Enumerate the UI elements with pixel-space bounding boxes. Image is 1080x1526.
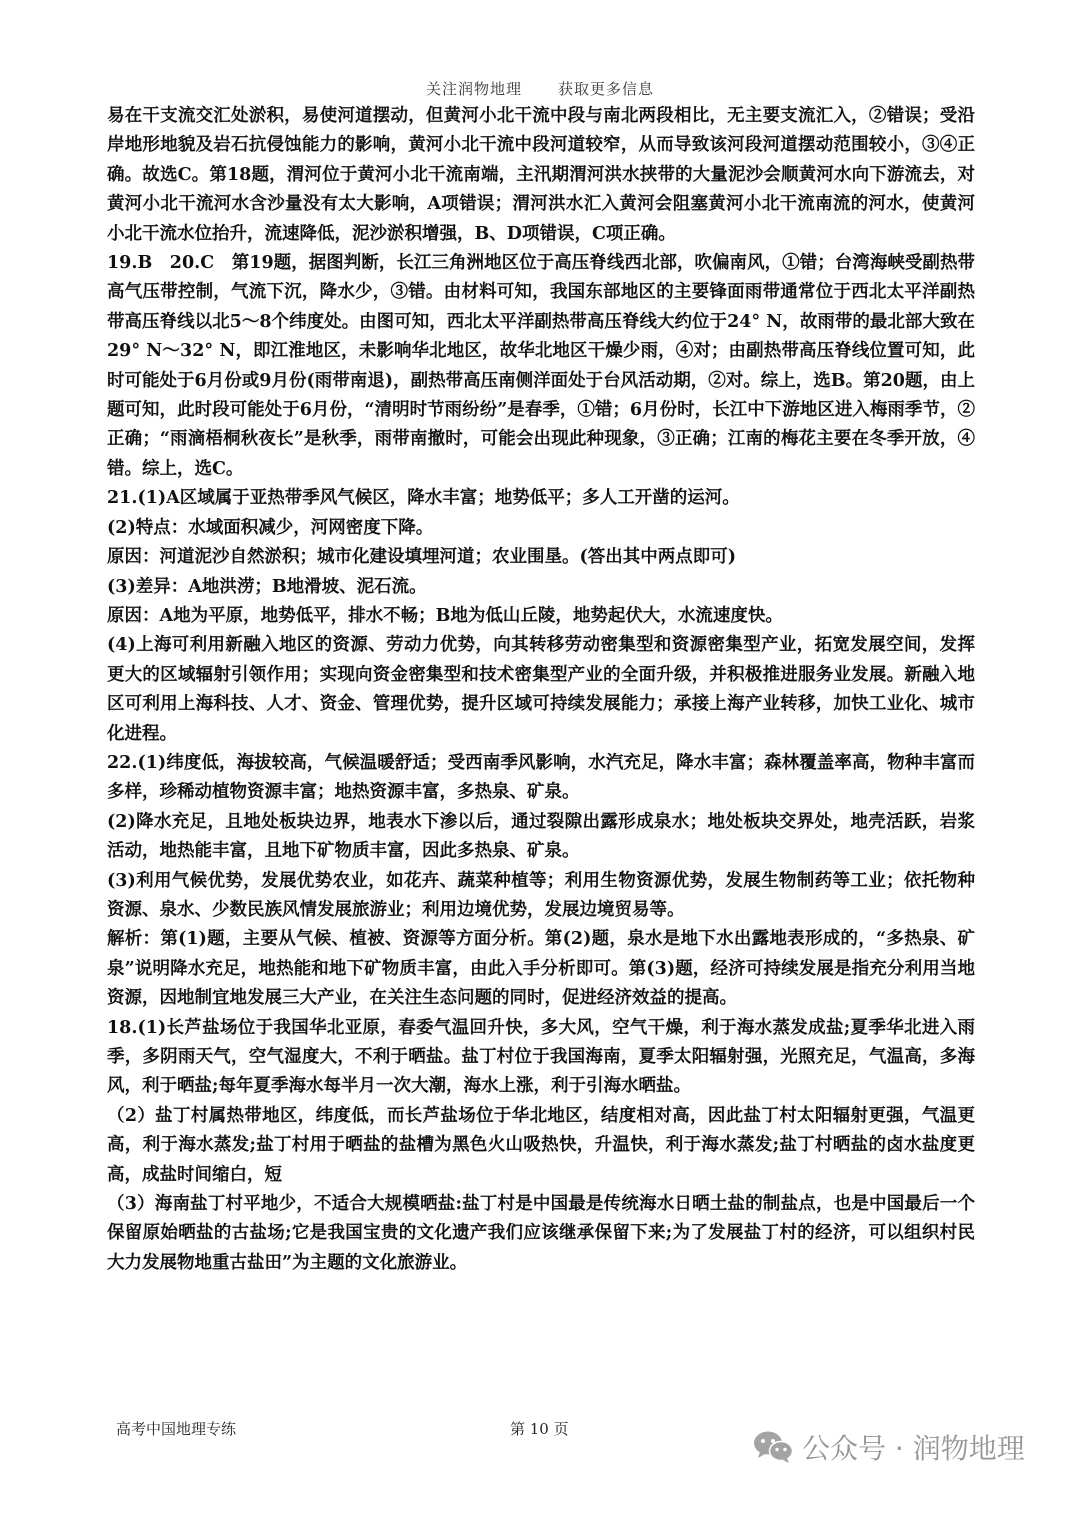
answer-body bbox=[107, 102, 975, 1278]
paragraph: 21.(1)A区域属于亚热带季风气候区，降水丰富；地势低平；多人工开凿的运河。 bbox=[107, 488, 740, 509]
wechat-icon bbox=[752, 1429, 794, 1465]
paragraph: （2）盐丁村属热带地区，纬度低，而长芦盐场位于华北地区，结度相对高，因此盐丁村太阳辐射更强，气温更高，利于海水蒸发;盐丁村用于晒盐的盐槽为黑色火山吸热快，升温快，利于海水蒸发;盐丁村晒盐的卤水盐度更高，成盐时间缩白，短 bbox=[107, 1105, 975, 1185]
header-info-text: 获取更多信息 bbox=[558, 80, 655, 98]
paragraph: (2)降水充足，且地处板块边界，地表水下渗以后，通过裂隙出露形成泉水；地处板块交界处，地壳活跃，岩浆活动，地热能丰富，且地下矿物质丰富，因此多热泉、矿泉。 bbox=[107, 811, 975, 862]
page-number: 第 10 页 bbox=[510, 1420, 569, 1438]
paragraph: 19.B 20.C 第19题，据图判断，长江三角洲地区位于高压脊线西北部，吹偏南风，①错；台湾海峡受副热带高气压带控制，气流下沉，降水少，③错。由材料可知，我国东部地区的主要锋面雨带通常位于西北太平洋副热带高压脊线以北5～8个纬度处。由图可知，西北太平洋副热带高压脊线大约位于24° N，故雨带的最北部大致在29° N～32° N，即江淮地区，未影响华北地区，故华北地区干燥少雨，④对；由副热带高压脊线位置可知，此时可能处于6月份或9月份(雨带南退)，副热带高压南侧洋面处于台风活动期，②对。综上，选B。第20题，由上题可知，此时段可能处于6月份，“清明时节雨纷纷”是春季，①错；6月份时，长江中下游地区进入梅雨季节，②正确；“雨滴梧桐秋夜长”是秋季，雨带南撤时，可能会出现此种现象，③正确；江南的梅花主要在冬季开放，④错。综上，选C。 bbox=[107, 253, 975, 479]
paragraph: 18.(1)长芦盐场位于我国华北亚原，春委气温回升快，多大风，空气干燥，利于海水蒸发成盐;夏季华北进入雨季，多阴雨天气，空气湿度大，不利于晒盐。盐丁村位于我国海南，夏季太阳辐射强，光照充足，气温高，多海风，利于晒盐;每年夏季海水每半月一次大潮，海水上涨，利于引海水晒盐。 bbox=[107, 1017, 975, 1097]
header-follow-text: 关注润物地理 bbox=[425, 80, 522, 98]
paragraph: (2)特点：水域面积减少，河网密度下降。 bbox=[107, 517, 434, 538]
paragraph: (3)差异：A地洪涝；B地滑坡、泥石流。 bbox=[107, 576, 427, 597]
footer-title: 高考中国地理专练 bbox=[116, 1420, 237, 1438]
page-header bbox=[0, 78, 1080, 99]
watermark-text: 公众号 · 润物地理 bbox=[802, 1432, 1025, 1465]
paragraph: 易在干支流交汇处淤积，易使河道摆动，但黄河小北干流中段与南北两段相比，无主要支流汇入，②错误；受沿岸地形地貌及岩石抗侵蚀能力的影响，黄河小北干流中段河道较窄，从而导致该河段河道摆动范围较小，③④正确。故选C。第18题，渭河位于黄河小北干流南端，主汛期渭河洪水挟带的大量泥沙会顺黄河水向下游流去，对黄河小北干流河水含沙量没有太大影响，A项错误；渭河洪水汇入黄河会阻塞黄河小北干流南流的河水，使黄河小北干流水位抬升，流速降低，泥沙淤积增强，B、D项错误，C项正确。 bbox=[107, 106, 975, 244]
paragraph: 22.(1)纬度低，海拔较高，气候温暖舒适；受西南季风影响，水汽充足，降水丰富；森林覆盖率高，物种丰富而多样，珍稀动植物资源丰富；地热资源丰富，多热泉、矿泉。 bbox=[107, 752, 975, 803]
paragraph: (4)上海可利用新融入地区的资源、劳动力优势，向其转移劳动密集型和资源密集型产业，拓宽发展空间，发挥更大的区域辐射引领作用；实现向资金密集型和技术密集型产业的全面升级，并积极推进服务业发展。新融入地区可利用上海科技、人才、资金、管理优势，提升区域可持续发展能力；承接上海产业转移，加快工业化、城市化进程。 bbox=[107, 635, 975, 744]
paragraph: （3）海南盐丁村平地少，不适合大规模晒盐:盐丁村是中国最是传统海水日晒土盐的制盐点，也是中国最后一个保留原始晒盐的古盐场;它是我国宝贵的文化遗产我们应该继承保留下来;为了发展盐丁村的经济，可以组织村民大力发展物地重古盐田”为主题的文化旅游业。 bbox=[107, 1194, 975, 1273]
paragraph: 原因：A地为平原，地势低平，排水不畅；B地为低山丘陵，地势起伏大，水流速度快。 bbox=[107, 605, 783, 626]
paragraph: 解析：第(1)题，主要从气候、植被、资源等方面分析。第(2)题，泉水是地下水出露地表形成的，“多热泉、矿泉”说明降水充足，地热能和地下矿物质丰富，由此入手分析即可。第(3)题，经济可持续发展是指充分利用当地资源，因地制宜地发展三大产业，在关注生态问题的同时，促进经济效益的提高。 bbox=[107, 929, 975, 1009]
paragraph: (3)利用气候优势，发展优势农业，如花卉、蔬菜种植等；利用生物资源优势，发展生物制药等工业；依托物种资源、泉水、少数民族风情发展旅游业；利用边境优势，发展边境贸易等。 bbox=[107, 870, 975, 920]
watermark bbox=[752, 1423, 1025, 1471]
paragraph: 原因：河道泥沙自然淤积；城市化建设填埋河道；农业围垦。(答出其中两点即可) bbox=[107, 547, 737, 568]
